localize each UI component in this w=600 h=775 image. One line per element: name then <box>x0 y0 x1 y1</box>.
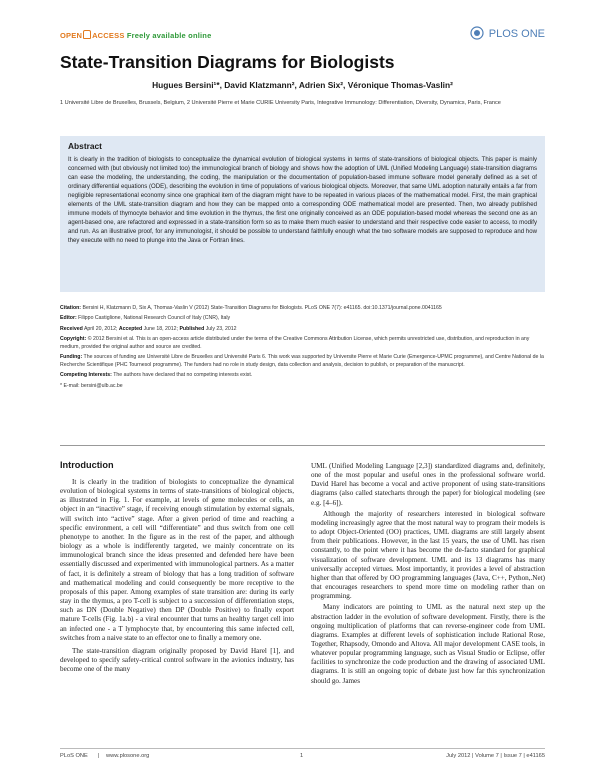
funding-line <box>60 354 545 369</box>
open-access-prefix: OPEN <box>60 31 83 40</box>
paragraph: UML (Unified Modeling Language [2,3]) standardized diagrams and, definitely, one of the most popular and useful ones in the professional software world. David Harel has become a vocal and active proponent of using state-transitions diagrams (also called statecharts through the paper) for biological modeling (see e.g. [4–6]). <box>311 462 545 507</box>
section-divider <box>60 445 545 446</box>
accepted-label: Accepted <box>118 325 143 332</box>
received-label: Received <box>60 325 83 332</box>
right-column <box>311 462 545 686</box>
introduction-heading: Introduction <box>60 460 114 470</box>
abstract-text: It is clearly in the tradition of biologists to conceptualize the dynamical evolution of biological systems in terms of state-transitions of biological objects. This paper is mainly concerned with (but obviously not limited too) the immunological branch of biology and shows how the adoption of UML (Unified Modeling Language) state-transition diagrams can ease the modeling, the understanding, the coding, the manipulation or the documentation of population-based immune software model generally defined as a set of ordinary differential equations (ODE), describing the evolution in time of populations of various biological objects. Moreover, that same UML adoption naturally entails a far from negligible representational economy since one graphical item of the diagram might have to be repeated in various places of the mathematical model. First, the main graphical elements of the UML state-transition diagram and how they can be mapped onto a corresponding ODE mathematical model are presented. Then, two already published immune models of thymocyte behavior and time evolution in the thymus, the first one originally conceived as an ODE population-based model whereas the second one as an agent-based one, are refactored and expressed in a state-transition form so as to make them much easier to understand and their respective code easier to access, to modify and run. As an illustrative proof, for any immunologist, it should be possible to understand faithfully enough what the two software models are supposed to reproduce and how they execute with no need to plunge into the Java or Fortran lines. <box>68 157 537 245</box>
dates-line <box>60 326 545 333</box>
footer-separator: | <box>98 753 100 759</box>
copyright-text: © 2012 Bersini et al. This is an open-access article distributed under the terms of the Creative Commons Attribution License, which permits unrestricted use, distribution, and reproduction in any medium, provided the original author and source are credited. <box>60 336 530 350</box>
abstract-heading: Abstract <box>68 141 102 151</box>
paragraph: Although the majority of researchers interested in biological software modeling increasingly agree that the most natural way to program their models is to adopt Object-Oriented (OO) practices, UML diagrams are still largely absent from their publications. However, in the last 15 years, the use of UML has risen constantly, to the point where it has become the de-facto standard for graphical visualization of software development. UML and its 13 diagrams has many universally accepted virtues. Most importantly, it provides a level of abstraction higher than that offered by OO programming languages (Java, C++, Python,.Net) that encourages researchers to spend more time on modeling rather than on programming. <box>311 509 545 601</box>
accepted-date: June 18, 2012; <box>143 325 178 332</box>
freely-available-text: Freely available online <box>126 31 212 40</box>
copyright-line <box>60 336 545 351</box>
funding-label: Funding: <box>60 354 83 361</box>
citation-line <box>60 305 545 312</box>
received-date: April 20, 2012; <box>83 325 118 332</box>
competing-interests-line <box>60 372 545 379</box>
citation-text: Bersini H, Klatzmann D, Six A, Thomas-Vaslin V (2012) State-Transition Diagrams for Biologists. PLoS ONE 7(7): e41165. doi:10.1371/journal.pone.0041165 <box>82 305 442 311</box>
left-column <box>60 478 294 674</box>
plos-logo-icon <box>470 26 484 40</box>
abstract-box <box>60 136 545 292</box>
footer-issue: July 2012 | Volume 7 | Issue 7 | e41165 <box>446 753 545 759</box>
competing-text: The authors have declared that no competing interests exist. <box>113 372 253 379</box>
paragraph: Many indicators are pointing to UML as the natural next step up the abstraction ladder in the evolution of software development. Firstly, there is the ongoing multiplication of platforms that can reverse-engineer code from UML diagrams. Examples at different levels of sophistication include Rational Rose, Together, Rhapsody, Omondo and Altova. All major development CASE tools, in whatever popular programming language, such as Visual Studio or Eclipse, offer facilities to synchronize the code production and the drawing of associated UML diagrams. It is still an ongoing topic of debate just how far this synchronization should go. James <box>311 603 545 685</box>
copyright-label: Copyright: <box>60 336 87 343</box>
paper-title: State-Transition Diagrams for Biologists <box>60 52 395 72</box>
open-access-suffix: ACCESS <box>92 31 125 40</box>
page-footer <box>60 748 545 759</box>
journal-logo <box>470 26 545 40</box>
editor-text: Filippo Castiglione, National Research Council of Italy (CNR), Italy <box>78 315 231 322</box>
journal-header-bar <box>60 30 545 44</box>
open-lock-icon <box>83 30 91 39</box>
published-label: Published <box>179 325 205 332</box>
competing-label: Competing Interests: <box>60 372 112 379</box>
footer-page-number: 1 <box>300 753 304 759</box>
footer-journal: PLoS ONE <box>60 753 88 759</box>
paragraph: It is clearly in the tradition of biologists to conceptualize the dynamical evolution of biological systems in terms of state-transitions of biological objects, as illustrated in Fig. 1. For example, at levels of gene molecules or cells, an object in an “inactive” stage, if receiving enough stimulation by external signals, will switch into “active” stage. After a given period of time and reaching a specific environment, a cell will “differentiate” and thus switch from one cell phenotype to another. In the figure as in the rest of the paper, and although biology as a whole is indifferently targeted, we mainly concentrate on its immunological branch since the ideas presented and defended here have been essentially discussed and experimented with immunological partners. As a matter of fact, it is definitely a stream of biology that has a long tradition of software and mathematical modeling and could consequently be more receptive to the proposals of this paper. Among examples of state transition are: during its early stay in the thymus, a pro T-cell is subject to a succession of differentiation steps, such as DN (Double Negative) then DP (Double Positive) to finally export mature T-cells (Fig. 1a.b) - a viral encounter that turns an healthy target cell into an infected one - a T lymphocyte that, by encountering this same infected cell, switches from a naive state to an effector one to finally a memory one. <box>60 478 294 642</box>
funding-text: The sources of funding are Université Libre de Bruxelles and Université Paris 6. This work was supported by Universite Pierre et Marie Curie (Emergence-UPMC programme), and Centre National de la Recherche Scientifique (PHC Tournesol programme). The funders had no role in study design, data collection and analysis, decision to publish, or preparation of the manuscript. <box>60 354 544 368</box>
article-metadata <box>60 305 545 393</box>
affiliations: 1 Université Libre de Bruxelles, Brussels, Belgium, 2 Université Pierre et Marie CURIE University Paris, Integrative Immunology: Differentiation, Diversity, Dynamics, Paris, France <box>60 100 501 106</box>
citation-label: Citation: <box>60 305 82 311</box>
footer-url[interactable]: www.plosone.org <box>106 753 150 759</box>
published-date: July 23, 2012 <box>205 325 237 332</box>
author-list: Hugues Bersini¹*, David Klatzmann², Adrien Six², Véronique Thomas-Vaslin² <box>152 80 453 90</box>
paragraph: The state-transition diagram originally proposed by David Harel [1], and developed to specify safety-critical control software in the avionics industry, has become one of the many <box>60 646 294 674</box>
editor-label: Editor: <box>60 315 77 322</box>
journal-logo-text: PLOS ONE <box>488 28 545 40</box>
editor-line <box>60 315 545 322</box>
email-line: * E-mail: bersini@ulb.ac.be <box>60 382 123 389</box>
open-access-label <box>60 30 211 40</box>
